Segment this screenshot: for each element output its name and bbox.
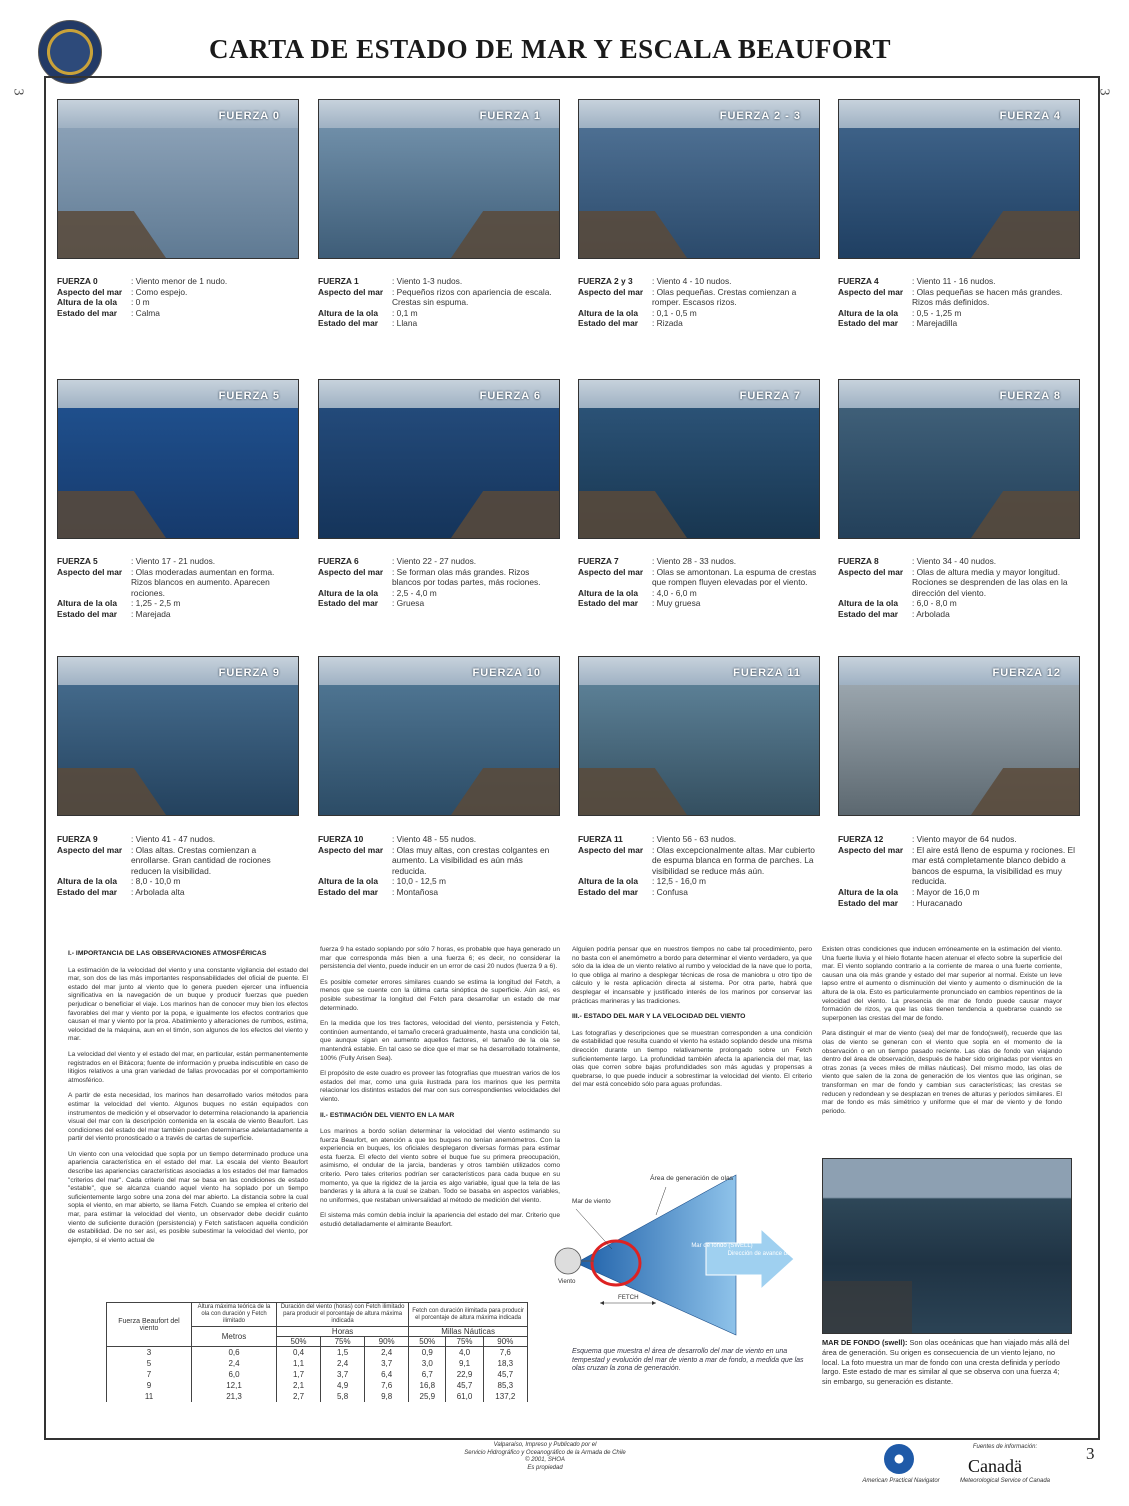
margin-mark-right: 3 (1096, 88, 1112, 96)
table-cell: 5 (107, 1358, 192, 1369)
desc-key: Estado del mar (57, 608, 118, 619)
desc-row-state (318, 598, 558, 609)
table-row (107, 1358, 528, 1369)
force-description (578, 834, 818, 898)
desc-row-wind (57, 276, 297, 287)
table-body (107, 1347, 528, 1403)
desc-key: Aspecto del mar (578, 566, 644, 577)
sea-photo (57, 379, 299, 539)
desc-key: Aspecto del mar (318, 566, 384, 577)
desc-key: FUERZA 11 (578, 834, 623, 844)
desc-value: : Olas pequeñas se hacen más grandes. Rizos más definidos. (912, 287, 1078, 308)
diagram-caption: Esquema que muestra el área de desarrollo del mar de viento en una tempestad y evolución del mar de viento a mar de fondo, a medida que las olas cruzan la zona de generación. (572, 1348, 804, 1373)
desc-key: Estado del mar (318, 886, 379, 897)
table-cell: 3 (107, 1347, 192, 1359)
table-cell: 4,9 (321, 1380, 365, 1391)
desc-value: : Confusa (652, 887, 818, 898)
desc-value: : Marejadilla (912, 318, 1078, 329)
desc-value: : Huracanado (912, 898, 1078, 909)
desc-row-wind (578, 556, 818, 567)
table-cell: 7 (107, 1369, 192, 1380)
desc-row-aspect (838, 845, 1078, 887)
fetch-diagram (546, 1165, 806, 1345)
desc-key: FUERZA 12 (838, 834, 884, 844)
npa-credit: American Practical Navigator (862, 1478, 940, 1484)
table-cell: 2,1 (277, 1380, 321, 1391)
desc-key: Altura de la ola (57, 598, 118, 609)
desc-value: : Olas se amontonan. La espuma de crestas que rompen fluyen elevadas por el viento. (652, 567, 818, 588)
th-metros: Metros (192, 1327, 277, 1347)
desc-value: : 0,1 m (392, 308, 558, 319)
paragraph: El sistema más común debía incluir la apariencia del estado del mar. Criterio que estudió detalladamente el almirante Beaufort. (320, 1212, 560, 1229)
desc-value: : Marejada (131, 609, 297, 620)
desc-value: : Viento 22 - 27 nudos. (392, 556, 558, 567)
desc-value: : Arbolada alta (131, 887, 297, 898)
footer-line: © 2001, SHOA (525, 1457, 565, 1464)
photo-label: FUERZA 11 (733, 667, 801, 679)
paragraph: El propósito de este cuadro es proveer las fotografías que muestran varios de los estados del mar, como una guía ilustrada para los marinos que les permita relacionar los distintos estados del mar con sus correspondientes velocidades del viento. (320, 1070, 560, 1103)
th-horas: Horas (277, 1327, 409, 1337)
desc-value: : Viento 1-3 nudos. (392, 276, 558, 287)
desc-key: Estado del mar (578, 886, 639, 897)
desc-row-aspect (318, 287, 558, 308)
desc-value: : Olas de altura media y mayor longitud. Rociones se desprenden de las olas en la dirección del viento. (912, 567, 1078, 599)
desc-row-aspect (57, 287, 297, 298)
desc-key: Altura de la ola (578, 587, 639, 598)
section-heading: III.- ESTADO DEL MAR Y LA VELOCIDAD DEL VIENTO (572, 1013, 746, 1021)
desc-value: : 12,5 - 16,0 m (652, 876, 818, 887)
desc-row-wind (578, 834, 818, 845)
desc-row-height (578, 308, 818, 319)
margin-mark-left: 3 (10, 88, 26, 96)
desc-row-height (57, 876, 297, 887)
table-cell: 2,4 (192, 1358, 277, 1369)
desc-key: Altura de la ola (57, 297, 118, 308)
desc-key: FUERZA 7 (578, 556, 619, 566)
desc-key: Aspecto del mar (57, 844, 123, 855)
area-label: Área de generación de olas (650, 1175, 734, 1182)
paragraph: Las fotografías y descripciones que se muestran corresponden a una condición de estabilidad que resulta cuando el viento ha estado soplando desde una misma dirección durante un tiempo relativamente prolongado sobre un Fetch suficientemente largo. La profundidad también afecta la apariencia del mar, las olas que corren sobre bajas profundidades son más agudas y propensas a quebrarse, lo que puede inducir a sobrestimar la velocidad del viento. El criterio del mar está concebido sólo para aguas profundas. (572, 1029, 812, 1089)
desc-row-aspect (838, 287, 1078, 308)
desc-value: : Pequeños rizos con apariencia de escala. Crestas sin espuma. (392, 287, 558, 308)
desc-key: Altura de la ola (838, 598, 899, 609)
desc-value: : 6,0 - 8,0 m (912, 598, 1078, 609)
desc-value: : Se forman olas más grandes. Rizos blancos por todas partes, más rociones. (392, 567, 558, 588)
photo-label: FUERZA 5 (218, 390, 280, 402)
table-cell: 21,3 (192, 1391, 277, 1402)
desc-row-height (318, 876, 558, 887)
sea-photo (578, 99, 820, 259)
desc-row-state (838, 898, 1078, 909)
desc-key: FUERZA 6 (318, 556, 359, 566)
desc-key: Altura de la ola (838, 886, 899, 897)
photo-label: FUERZA 0 (218, 110, 280, 122)
photo-label: FUERZA 1 (479, 110, 541, 122)
mar-de-viento-label: Mar de viento (572, 1198, 611, 1205)
desc-key: Altura de la ola (578, 307, 639, 318)
paragraph: Existen otras condiciones que inducen erróneamente en la estimación del viento. Una fuerte lluvia y el hielo flotante hacen atenuar el efecto sobre la superficie del mar. El viento soplando contrario a la corriente de marea o una fuerte corriente, causan una ola más grande y estado del mar superior al normal. Existe un leve lapso entre el aumento o disminución del viento y aumento o disminución de la altura de la ola. Esto es particularmente pronunciado en cambios repentinos de la velocidad del viento. La presencia de mar de fondo puede causar mayor formación de rizos, ya que las olas tienen tendencia a quebrarse cuando se superponen las crestas del mar de fondo. (822, 946, 1062, 1022)
force-description (578, 276, 818, 329)
photo-label: FUERZA 10 (472, 667, 541, 679)
table-cell: 9 (107, 1380, 192, 1391)
desc-value: : Mayor de 16,0 m (912, 887, 1078, 898)
desc-value: : Olas excepcionalmente altas. Mar cubierto de espuma blanca en forma de parches. La visibilidad se reduce más aún. (652, 845, 818, 877)
desc-key: Aspecto del mar (578, 286, 644, 297)
desc-key: Estado del mar (57, 886, 118, 897)
force-description (318, 834, 558, 898)
table-cell: 61,0 (446, 1391, 483, 1402)
desc-value: : Viento 56 - 63 nudos. (652, 834, 818, 845)
photo-label: FUERZA 9 (218, 667, 280, 679)
table-cell: 4,0 (446, 1347, 483, 1359)
desc-value: : El aire está lleno de espuma y rociones. El mar está completamente blanco debido a bancos de espuma, la visibilidad es muy reducida. (912, 845, 1078, 887)
sea-photo (318, 99, 560, 259)
desc-value: : Llana (392, 318, 558, 329)
table-cell: 6,0 (192, 1369, 277, 1380)
desc-row-state (578, 598, 818, 609)
force-description (578, 556, 818, 609)
paragraph: Alguien podría pensar que en nuestros tiempos no cabe tal procedimiento, pero no basta con el anemómetro a bordo para determinar el viento verdadero, ya que sólo da la idea de un viento relativo al rumbo y velocidad de la nave que lo porta, lo que obliga al marino a desplegar técnicas de rosa de maniobra u otro tipo de cálculo y le resta aplicación directa al sistema. Por otra parte, habrá que desplegar el incansable y justificado interés de los marinos por conservar las prácticas marineras y las tradiciones. (572, 946, 812, 1005)
desc-row-height (838, 887, 1078, 898)
desc-value: : 10,0 - 12,5 m (392, 876, 558, 887)
section-heading: II.- ESTIMACIÓN DEL VIENTO EN LA MAR (320, 1111, 455, 1119)
desc-row-height (578, 588, 818, 599)
desc-key: Aspecto del mar (838, 286, 904, 297)
desc-row-state (578, 887, 818, 898)
desc-row-state (838, 609, 1078, 620)
photo-label: FUERZA 4 (999, 110, 1061, 122)
desc-value: : Viento 11 - 16 nudos. (912, 276, 1078, 287)
mar-de-fondo-label: Mar de fondo (SWELL) (691, 1243, 753, 1249)
photo-label: FUERZA 8 (999, 390, 1061, 402)
desc-row-aspect (318, 845, 558, 877)
desc-row-height (57, 297, 297, 308)
desc-row-wind (318, 556, 558, 567)
force-description (838, 834, 1078, 908)
table-cell: 18,3 (483, 1358, 527, 1369)
table-cell: 1,7 (277, 1369, 321, 1380)
desc-value: : Montañosa (392, 887, 558, 898)
paragraph: Los marinos a bordo solían determinar la velocidad del viento estimando su fuerza Beaufort, en atención a que los buques no tenían anemómetros. Con la experiencia en buques, los oficiales desplegaron diversas formas para estimar esta fuerza. El efecto del viento sobre el buque fue su primera preocupación, asimismo, el ondular de la jarcia, banderas y otros también utilizados como criterio. Pero tales criterios podrían ser característicos para cada buque en su momento, ya que la rigidez de la jarcia es algo variable, igual que la tela de las banderas y la altura a la cual se izaban. Todo se basaba en aspectos variables, no uniformes, que restaban universalidad al método de medición del viento. (320, 1128, 560, 1204)
force-description (318, 556, 558, 609)
desc-key: Estado del mar (838, 608, 899, 619)
ship-hull-shape (823, 1281, 912, 1333)
table-cell: 0,9 (409, 1347, 446, 1359)
desc-key: Estado del mar (318, 318, 379, 329)
desc-key: Estado del mar (318, 598, 379, 609)
sea-photo (838, 99, 1080, 259)
desc-value: : Olas moderadas aumentan en forma. Rizos blancos en aumento. Aparecen rociones. (131, 567, 297, 599)
table-cell: 6,4 (365, 1369, 409, 1380)
footer-line: Valparaíso, Impreso y Publicado por el (493, 1442, 597, 1448)
desc-row-height (318, 588, 558, 599)
table-cell: 9,1 (446, 1358, 483, 1369)
desc-key: Aspecto del mar (838, 844, 904, 855)
desc-value: : Calma (131, 308, 297, 319)
table-cell: 5,8 (321, 1391, 365, 1402)
desc-value: : Viento 48 - 55 nudos. (392, 834, 558, 845)
desc-value: : Olas pequeñas. Crestas comienzan a romper. Escasos rizos. (652, 287, 818, 308)
desc-row-height (838, 598, 1078, 609)
desc-key: Estado del mar (838, 897, 899, 908)
desc-row-aspect (57, 845, 297, 877)
desc-row-wind (57, 834, 297, 845)
th-percent: 90% (365, 1337, 409, 1347)
desc-row-wind (57, 556, 297, 567)
desc-key: Estado del mar (578, 598, 639, 609)
desc-row-wind (838, 276, 1078, 287)
desc-key: FUERZA 4 (838, 276, 879, 286)
swell-title: MAR DE FONDO (swell): (822, 1338, 908, 1347)
desc-row-wind (318, 834, 558, 845)
desc-value: : Viento 41 - 47 nudos. (131, 834, 297, 845)
desc-value: : Olas altas. Crestas comienzan a enrollarse. Gran cantidad de rociones reducen la visibilidad. (131, 845, 297, 877)
desc-key: Altura de la ola (318, 307, 379, 318)
viento-label: Viento (558, 1278, 576, 1285)
th-percent: 50% (409, 1337, 446, 1347)
table-cell: 1,5 (321, 1347, 365, 1359)
desc-value: : Viento mayor de 64 nudos. (912, 834, 1078, 845)
desc-key: Estado del mar (578, 318, 639, 329)
table-cell: 12,1 (192, 1380, 277, 1391)
desc-key: FUERZA 1 (318, 276, 359, 286)
desc-row-height (318, 308, 558, 319)
desc-row-state (318, 318, 558, 329)
text-column-2 (320, 946, 560, 1237)
desc-value: : Viento 4 - 10 nudos. (652, 276, 818, 287)
fetch-label: FETCH (618, 1294, 639, 1301)
desc-value: : Olas muy altas, con crestas colgantes en aumento. La visibilidad es aún más reducida. (392, 845, 558, 877)
force-description (57, 276, 297, 318)
paragraph: La estimación de la velocidad del viento y una constante vigilancia del estado del mar, son dos de las más importantes responsabilidades del oficial de puente. El estado del mar junto al viento que lo genera pueden ejercer una influencia significativa en la navegación de un buque y producir fuerzas que pueden perjudicar o beneficiar el viaje. Los marinos han de conocer muy bien los efectos favorables del mar y viento por la popa, e igualmente los efectos contrarios que causan el mar y viento por la proa. Abatimiento y alteraciones de rumbos, estima, velocidad de la máquina, aun en el timón, son algunos de los efectos del viento y mar. (68, 966, 308, 1043)
desc-row-aspect (578, 287, 818, 308)
desc-row-wind (578, 276, 818, 287)
desc-row-aspect (838, 567, 1078, 599)
th-percent: 75% (446, 1337, 483, 1347)
direccion-label: Dirección de avance de la ola (727, 1251, 806, 1257)
swell-photo (822, 1158, 1072, 1334)
th-percent: 50% (277, 1337, 321, 1347)
desc-key: FUERZA 8 (838, 556, 879, 566)
table-cell: 3,0 (409, 1358, 446, 1369)
page-title: CARTA DE ESTADO DE MAR Y ESCALA BEAUFORT (209, 34, 891, 64)
desc-value: : 8,0 - 10,0 m (131, 876, 297, 887)
desc-key: Altura de la ola (318, 876, 379, 887)
desc-row-state (318, 887, 558, 898)
table-cell: 16,8 (409, 1380, 446, 1391)
desc-key: Estado del mar (57, 307, 118, 318)
desc-row-wind (838, 556, 1078, 567)
table-row (107, 1369, 528, 1380)
desc-value: : Muy gruesa (652, 598, 818, 609)
text-column-3 (572, 946, 812, 1097)
desc-row-state (57, 887, 297, 898)
table-cell: 7,6 (483, 1347, 527, 1359)
paragraph: En la medida que los tres factores, velocidad del viento, persistencia y Fetch, continúen aumentando, el tamaño crecerá gradualmente, hasta una condición tal, que aunque sigan en aumento aquellos factores, el tamaño de la ola se mantendrá estable. En tal caso se dice que el mar se ha desarrollado totalmente, 100% (Fully Arisen Sea). (320, 1020, 560, 1062)
table-cell: 137,2 (483, 1391, 527, 1402)
desc-row-state (578, 318, 818, 329)
footer-line: Es propiedad (527, 1464, 563, 1471)
sea-photo (578, 379, 820, 539)
desc-value: : 0,1 - 0,5 m (652, 308, 818, 319)
section-heading: I.- IMPORTANCIA DE LAS OBSERVACIONES ATMOSFÉRICAS (68, 950, 267, 957)
photo-label: FUERZA 6 (479, 390, 541, 402)
table-row (107, 1391, 528, 1402)
table-cell: 1,1 (277, 1358, 321, 1369)
sea-photo (578, 656, 820, 816)
noaa-logo (884, 1444, 914, 1474)
sea-photo (57, 656, 299, 816)
desc-row-state (57, 609, 297, 620)
desc-row-state (57, 308, 297, 319)
desc-value: : Como espejo. (131, 287, 297, 298)
th-height: Altura máxima teórica de la ola con duración y Fetch ilimitado (192, 1303, 277, 1327)
force-description (318, 276, 558, 329)
desc-row-wind (838, 834, 1078, 845)
text-column-1 (68, 946, 308, 1252)
desc-value: : Arbolada (912, 609, 1078, 620)
paragraph: A partir de esta necesidad, los marinos han desarrollado varios métodos para estimar la velocidad del viento. Algunos buques no están equipados con instrumentos de medición y el observador lo determina relacionando la apariencia visual del mar con la descripción contenida en la escala de viento Beaufort. Las condiciones del estado del mar también pueden determinarse adelantadamente a partir del viento pronosticado o a través de cartas de superficie. (68, 1092, 308, 1143)
table-cell: 2,4 (365, 1347, 409, 1359)
table-cell: 3,7 (321, 1369, 365, 1380)
desc-key: Altura de la ola (57, 876, 118, 887)
th-fetch: Fetch con duración ilimitada para producir el porcentaje de altura máxima indicada (409, 1303, 528, 1327)
paragraph: Para distinguir el mar de viento (sea) del mar de fondo(swell), recuerde que las olas de viento se generan con el viento que sopla en el momento de la observación o en un tiempo pasado reciente. Las olas de fondo van viajando dentro del área de observación, después de haber sido originadas por vientos en otras zonas (a veces miles de millas náuticas). Del mismo modo, las olas de viento que salen de la zona de generación de los vientos que las originan, se transforman en mar de fondo y cambian sus características; las crestas se reducen y redondean y se desplazan en trenes de alturas y períodos similares. El mar de fondo es más simétrico y uniforme que el mar de viento y de fondo periodo. (822, 1030, 1062, 1115)
desc-key: FUERZA 9 (57, 834, 98, 844)
desc-key: Estado del mar (838, 318, 899, 329)
page-number: 3 (1086, 1444, 1095, 1463)
paragraph: Un viento con una velocidad que sopla por un tiempo determinado produce una apariencia característica en el estado del mar. La escala del viento Beaufort describe las apariencias características asociadas a los estados del mar llamados "criterios del mar". Cada criterio del mar se basa en las condiciones de estado "estable", que se alcanza cuando aquel viento ha soplado por un tiempo suficientemente largo sobre una zona del mar abierto. La distancia sobre la cual sopla el viento, en mar abierto, se llama Fetch. Cuando se emplea el criterio del mar, para estimar la velocidad del viento, un observador debe decidir cuánto viento de suficiente duración (persistencia) y Fetch satisfacen aquella condición de estabilidad. De no ser así, es posible subestimar la velocidad del viento, por ejemplo, si el viento actual de (68, 1150, 308, 1244)
sea-photo (838, 379, 1080, 539)
desc-row-aspect (318, 567, 558, 588)
th-percent: 75% (321, 1337, 365, 1347)
desc-key: Altura de la ola (578, 876, 639, 887)
fuentes-label: Fuentes de información: (972, 1444, 1038, 1450)
table-cell: 85,3 (483, 1380, 527, 1391)
desc-key: FUERZA 0 (57, 276, 98, 286)
desc-key: Aspecto del mar (578, 844, 644, 855)
desc-value: : Gruesa (392, 598, 558, 609)
table-row (107, 1347, 528, 1359)
table-cell: 7,6 (365, 1380, 409, 1391)
desc-value: : 1,25 - 2,5 m (131, 598, 297, 609)
sea-photo (57, 99, 299, 259)
desc-row-aspect (57, 567, 297, 599)
table-row (107, 1380, 528, 1391)
desc-value: : 2,5 - 4,0 m (392, 588, 558, 599)
force-description (838, 556, 1078, 620)
canada-wordmark: Canadä (968, 1456, 1022, 1476)
table-cell: 25,9 (409, 1391, 446, 1402)
desc-key: Altura de la ola (838, 307, 899, 318)
sea-photo (838, 656, 1080, 816)
desc-key: FUERZA 5 (57, 556, 98, 566)
desc-value: : Viento 28 - 33 nudos. (652, 556, 818, 567)
desc-value: : Viento 17 - 21 nudos. (131, 556, 297, 567)
swell-text: Son olas oceánicas que han viajado más allá del área de generación. Su origen es consecuencia de un viento lejano, no local. La foto muestra un mar de fondo con una cresta definida y período largo. Este estado de mar es similar al que se observa con una fuerza 4; sin embargo, su generación es distante. (822, 1338, 1070, 1387)
th-duration: Duración del viento (horas) con Fetch ilimitado para producir el porcentaje de altura máxima indicada (277, 1303, 409, 1327)
table-cell: 9,8 (365, 1391, 409, 1402)
photo-label: FUERZA 2 - 3 (719, 110, 801, 122)
force-description (57, 834, 297, 898)
desc-key: Aspecto del mar (838, 566, 904, 577)
desc-key: Aspecto del mar (57, 566, 123, 577)
desc-value: : 0,5 - 1,25 m (912, 308, 1078, 319)
table-cell: 22,9 (446, 1369, 483, 1380)
th-percent: 90% (483, 1337, 527, 1347)
desc-key: FUERZA 10 (318, 834, 364, 844)
msc-credit: Meteorological Service of Canada (959, 1478, 1051, 1484)
desc-key: Aspecto del mar (318, 286, 384, 297)
paragraph: Es posible cometer errores similares cuando se estima la longitud del Fetch, a menos que se cuente con la última carta sinóptica de superficie. Aún así, es posible subestimar la longitud del Fetch para desarrollar un estado de mar determinado. (320, 978, 560, 1012)
desc-value: : 4,0 - 6,0 m (652, 588, 818, 599)
footer-line: Servicio Hidrográfico y Oceanográfico de la Armada de Chile (464, 1449, 626, 1456)
desc-row-aspect (578, 567, 818, 588)
force-description (57, 556, 297, 620)
footer-publisher (430, 1442, 660, 1472)
desc-key: Aspecto del mar (318, 844, 384, 855)
table-cell: 2,4 (321, 1358, 365, 1369)
photo-label: FUERZA 7 (739, 390, 801, 402)
paragraph: fuerza 9 ha estado soplando por sólo 7 horas, es probable que haya generado un mar que corresponda más bien a una fuerza 6; es decir, no considerar la persistencia del viento, puede inducir en un error de casi 20 nudos (fuerza 9 a 6). (320, 946, 560, 971)
table-cell: 45,7 (446, 1380, 483, 1391)
desc-key: Aspecto del mar (57, 286, 123, 297)
desc-row-height (838, 308, 1078, 319)
table-cell: 6,7 (409, 1369, 446, 1380)
table-cell: 3,7 (365, 1358, 409, 1369)
shoa-seal-logo (38, 20, 102, 84)
desc-value: : 0 m (131, 297, 297, 308)
desc-key: FUERZA 2 y 3 (578, 276, 633, 286)
desc-value: : Viento 34 - 40 nudos. (912, 556, 1078, 567)
sea-photo (318, 656, 560, 816)
paragraph: La velocidad del viento y el estado del mar, en particular, están permanentemente registrados en el Bitácora; fuente de información y prueba indiscutible en caso de litigios relativos a una gran variedad de fallas provocadas por el comportamiento atmosférico. (68, 1050, 308, 1084)
th-millas: Millas Náuticas (409, 1327, 528, 1337)
force-description (838, 276, 1078, 329)
desc-value: : Viento menor de 1 nudo. (131, 276, 297, 287)
swell-description (822, 1338, 1070, 1387)
wave-table (106, 1302, 528, 1402)
th-force: Fuerza Beaufort del viento (107, 1303, 192, 1347)
photo-label: FUERZA 12 (992, 667, 1061, 679)
text-column-4 (822, 946, 1062, 1123)
table-cell: 45,7 (483, 1369, 527, 1380)
desc-value: : Rizada (652, 318, 818, 329)
desc-row-aspect (578, 845, 818, 877)
table-cell: 11 (107, 1391, 192, 1402)
desc-row-height (57, 598, 297, 609)
table-cell: 0,6 (192, 1347, 277, 1359)
table-cell: 2,7 (277, 1391, 321, 1402)
desc-row-height (578, 876, 818, 887)
desc-row-state (838, 318, 1078, 329)
sea-photo (318, 379, 560, 539)
desc-row-wind (318, 276, 558, 287)
table-cell: 0,4 (277, 1347, 321, 1359)
desc-key: Altura de la ola (318, 587, 379, 598)
